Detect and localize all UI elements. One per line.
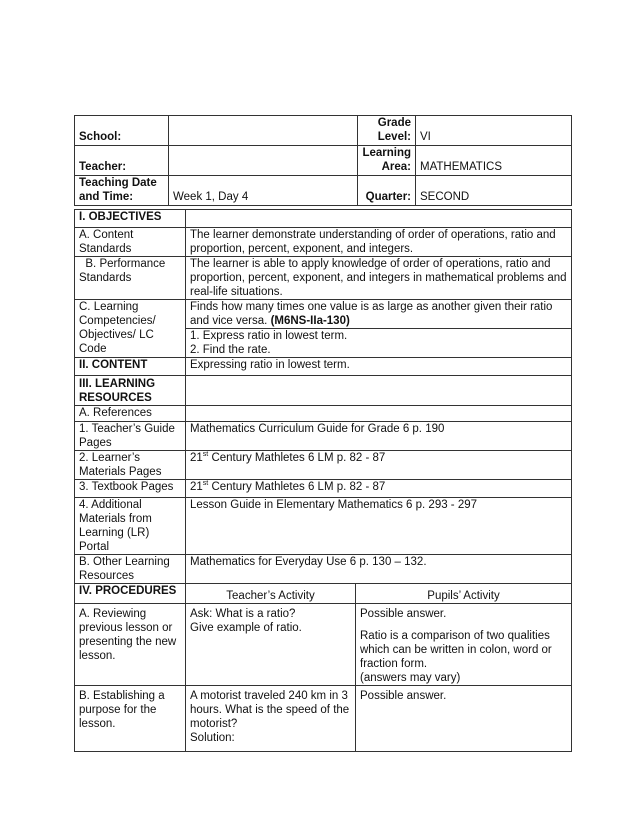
references-label: A. References — [75, 406, 186, 422]
learning-area-label: Learning Area: — [358, 146, 416, 176]
resources-blank — [186, 376, 572, 406]
teacher-value — [169, 146, 358, 176]
performance-standards-label: B. Performance Standards — [75, 257, 186, 300]
textbook-pages-text: 21st Century Mathletes 6 LM p. 82 - 87 — [186, 480, 572, 498]
objective-2: 2. Find the rate. — [190, 344, 271, 356]
learning-area-value: MATHEMATICS — [416, 146, 572, 176]
teaching-date-value: Week 1, Day 4 — [169, 176, 358, 206]
teachers-guide-text: Mathematics Curriculum Guide for Grade 6 p. 190 — [186, 422, 572, 451]
competencies-text: Finds how many times one value is as large as another given their ratio and vice versa. (M6NS-IIa-130) — [186, 300, 572, 329]
lesson-plan-table — [74, 209, 572, 752]
reviewing-lesson-label: A. Reviewing previous lesson or presenting the new lesson. — [75, 604, 186, 686]
objectives-blank — [186, 210, 572, 228]
learning-resources-title: III. LEARNING RESOURCES — [75, 376, 186, 406]
procedures-title: IV. PROCEDURES — [75, 584, 186, 604]
quarter-value: SECOND — [416, 176, 572, 206]
teacher-label: Teacher: — [75, 146, 169, 176]
performance-standards-text: The learner is able to apply knowledge of order of operations, ratio and proportion, percent, exponent, and integers in mathematical problems and real-life situations. — [186, 257, 572, 300]
references-blank — [186, 406, 572, 422]
objectives-title: I. OBJECTIVES — [75, 210, 186, 228]
teacher-activity-header: Teacher’s Activity — [186, 584, 356, 604]
objective-1: 1. Express ratio in lowest term. — [190, 330, 348, 342]
competency-code: (M6NS-IIa-130) — [270, 315, 350, 327]
additional-materials-label: 4. Additional Materials from Learning (LR) Portal — [75, 498, 186, 555]
content-title: II. CONTENT — [75, 358, 186, 376]
quarter-label: Quarter: — [358, 176, 416, 206]
school-label: School: — [75, 116, 169, 146]
reviewing-pupils-activity: Possible answer. Ratio is a comparison of two qualities which can be written in colon, word or fraction form. (answers may vary) — [356, 604, 572, 686]
pupils-activity-header: Pupils’ Activity — [356, 584, 572, 604]
establishing-purpose-label: B. Establishing a purpose for the lesson. — [75, 686, 186, 752]
header-table — [74, 115, 572, 206]
reviewing-teacher-activity: Ask: What is a ratio? Give example of ratio. — [186, 604, 356, 686]
competencies-label: C. Learning Competencies/ Objectives/ LC Code — [75, 300, 186, 358]
objectives-list — [186, 329, 572, 358]
content-standards-text: The learner demonstrate understanding of order of operations, ratio and proportion, percent, exponent, and integers. — [186, 228, 572, 257]
content-standards-label: A. Content Standards — [75, 228, 186, 257]
learners-materials-label: 2. Learner’s Materials Pages — [75, 451, 186, 480]
establishing-teacher-activity: A motorist traveled 240 km in 3 hours. What is the speed of the motorist? Solution: — [186, 686, 356, 752]
other-resources-text: Mathematics for Everyday Use 6 p. 130 – 132. — [186, 555, 572, 584]
establishing-pupils-activity: Possible answer. — [356, 686, 572, 752]
teaching-date-label: Teaching Date and Time: — [75, 176, 169, 206]
grade-level-value: VI — [416, 116, 572, 146]
additional-materials-text: Lesson Guide in Elementary Mathematics 6 p. 293 - 297 — [186, 498, 572, 555]
other-resources-label: B. Other Learning Resources — [75, 555, 186, 584]
content-text: Expressing ratio in lowest term. — [186, 358, 572, 376]
grade-level-label: Grade Level: — [358, 116, 416, 146]
school-value — [169, 116, 358, 146]
learners-materials-text: 21st Century Mathletes 6 LM p. 82 - 87 — [186, 451, 572, 480]
teachers-guide-label: 1. Teacher’s Guide Pages — [75, 422, 186, 451]
textbook-pages-label: 3. Textbook Pages — [75, 480, 186, 498]
